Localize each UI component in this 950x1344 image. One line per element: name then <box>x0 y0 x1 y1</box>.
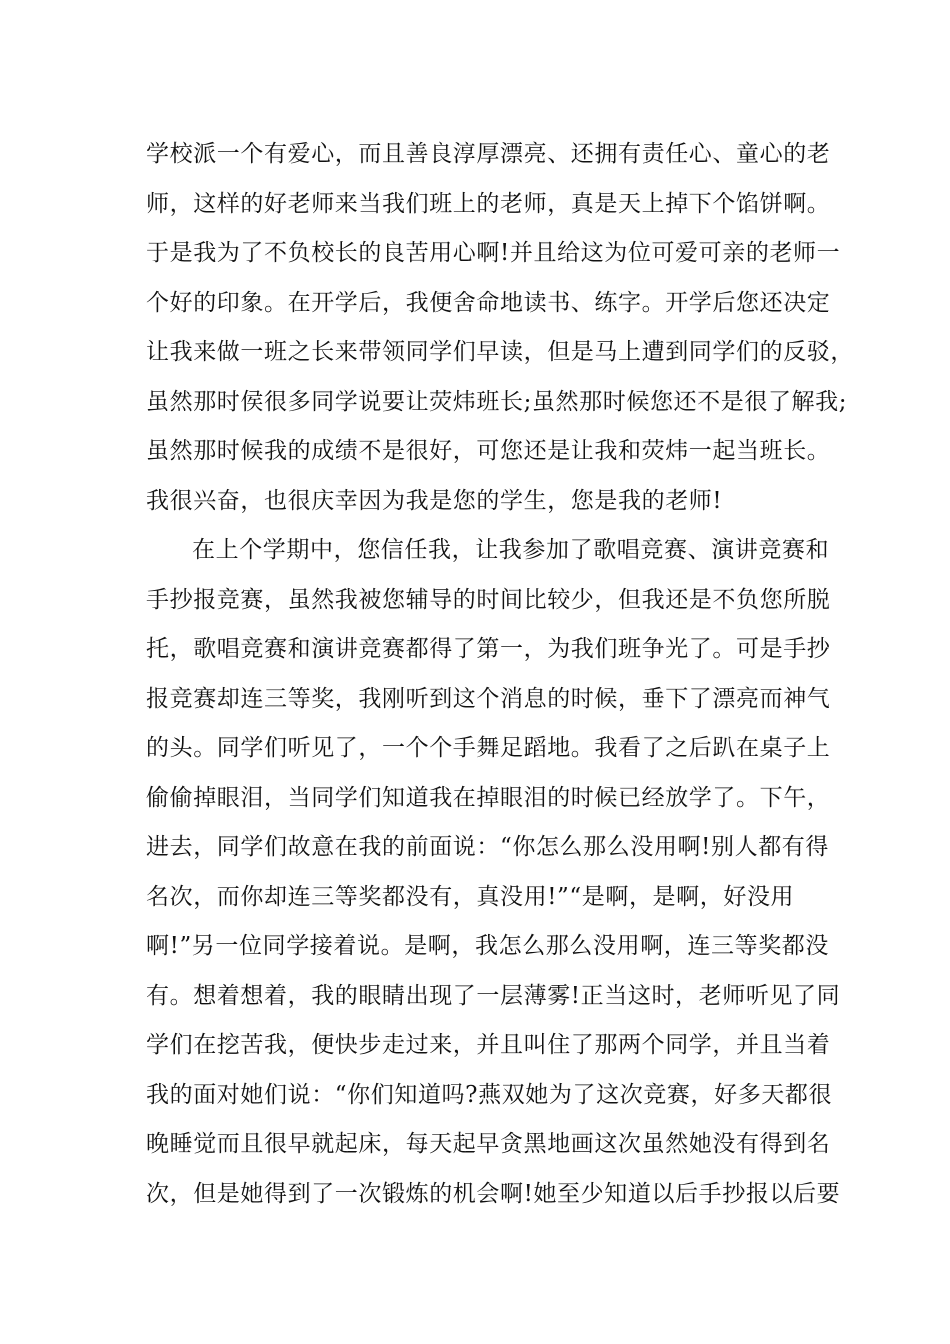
text-line: 虽然那时候我的成绩不是很好，可您还是让我和荧炜一起当班长。 <box>146 438 831 464</box>
text-line: 进去，同学们故意在我的前面说：“你怎么那么没用啊!别人都有得 <box>146 834 830 860</box>
text-line-indented: 在上个学期中，您信任我，让我参加了歌唱竞赛、演讲竞赛和 <box>192 537 830 563</box>
text-line: 名次，而你却连三等奖都没有，真没用!”“是啊，是啊，好没用 <box>146 883 795 910</box>
text-line: 报竞赛却连三等奖，我刚听到这个消息的时候，垂下了漂亮而神气 <box>146 685 831 712</box>
text-line: 晚睡觉而且很早就起床，每天起早贪黑地画这次虽然她没有得到名 <box>146 1131 831 1157</box>
paragraph-1 <box>146 130 854 526</box>
text-line: 手抄报竞赛，虽然我被您辅导的时间比较少，但我还是不负您所脱 <box>146 586 831 613</box>
body-text <box>146 130 854 1219</box>
text-line: 啊!”另一位同学接着说。是啊，我怎么那么没用啊，连三等奖都没 <box>146 933 830 959</box>
paragraph-2 <box>146 526 841 1219</box>
text-line: 学们在挖苦我，便快步走过来，并且叫住了那两个同学，并且当着 <box>146 1032 831 1058</box>
text-line: 次，但是她得到了一次锻炼的机会啊!她至少知道以后手抄报以后要 <box>146 1180 841 1207</box>
text-line: 虽然那时侯很多同学说要让荧炜班长;虽然那时候您还不是很了解我; <box>146 388 848 415</box>
text-line: 师，这样的好老师来当我们班上的老师，真是天上掉下个馅饼啊。 <box>146 190 831 217</box>
text-line: 偷偷掉眼泪，当同学们知道我在掉眼泪的时候已经放学了。下午， <box>146 784 831 811</box>
text-line: 有。想着想着，我的眼睛出现了一层薄雾!正当这时，老师听见了同 <box>146 982 841 1009</box>
text-line: 我很兴奋，也很庆幸因为我是您的学生，您是我的老师! <box>146 487 723 514</box>
text-line: 让我来做一班之长来带领同学们早读，但是马上遭到同学们的反驳， <box>146 339 854 365</box>
text-line: 的头。同学们听见了，一个个手舞足蹈地。我看了之后趴在桌子上 <box>146 735 831 761</box>
text-line: 学校派一个有爱心，而且善良淳厚漂亮、还拥有责任心、童心的老 <box>146 141 831 167</box>
text-line: 托，歌唱竞赛和演讲竞赛都得了第一，为我们班争光了。可是手抄 <box>146 636 831 662</box>
text-line: 于是我为了不负校长的良苦用心啊!并且给这为位可爱可亲的老师一 <box>146 240 841 266</box>
text-line: 个好的印象。在开学后，我便舍命地读书、练字。开学后您还决定 <box>146 289 831 316</box>
text-line: 我的面对她们说：“你们知道吗?燕双她为了这次竞赛，好多天都很 <box>146 1081 833 1108</box>
